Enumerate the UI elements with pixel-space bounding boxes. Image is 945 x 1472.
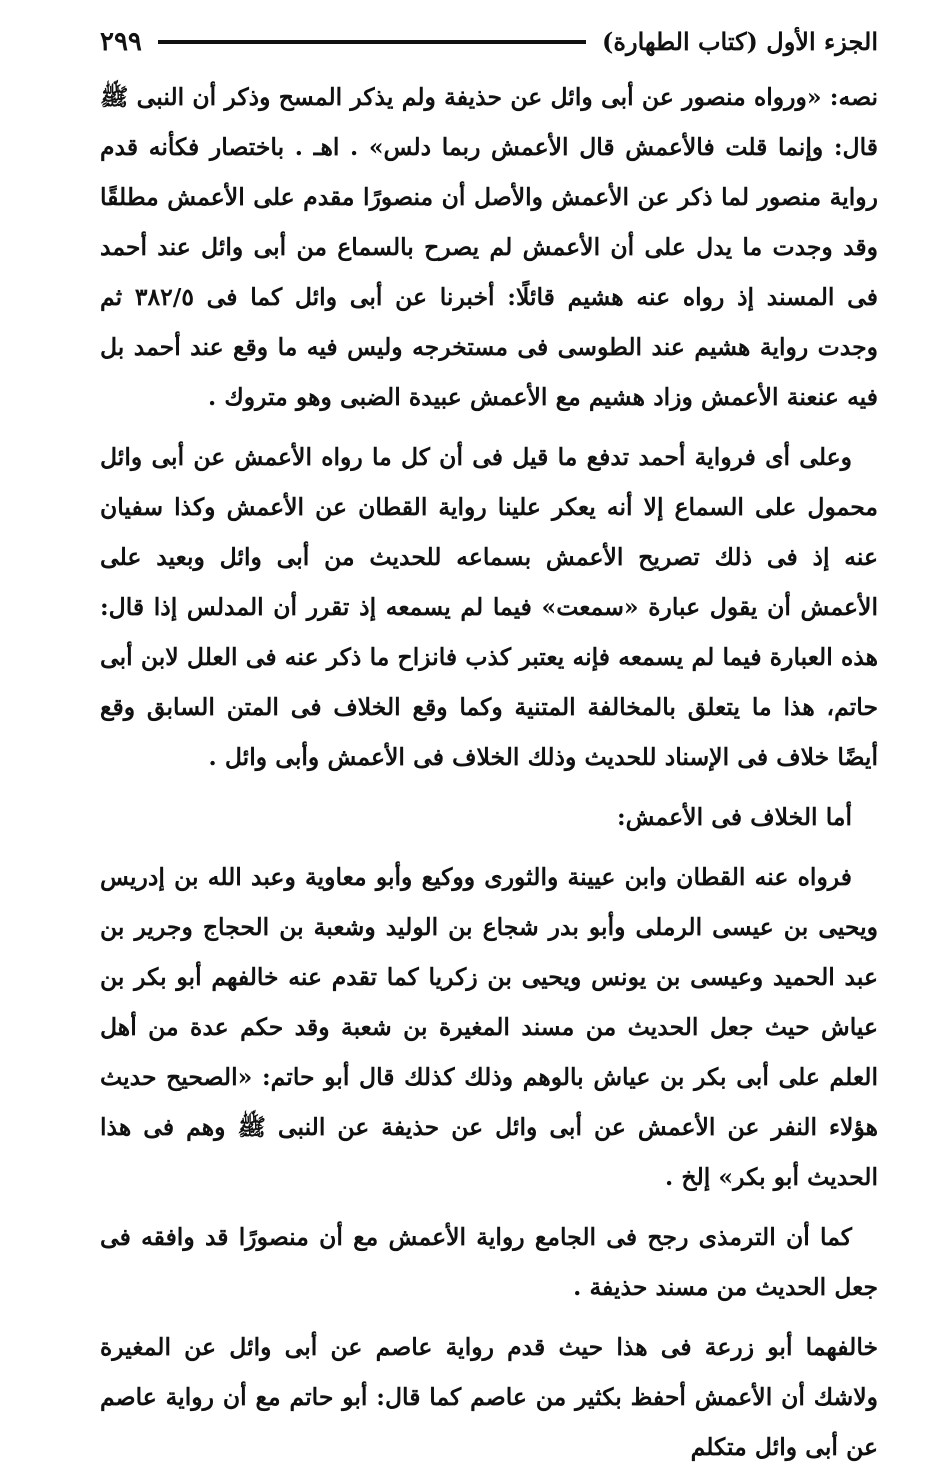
header-rule xyxy=(158,40,586,44)
paragraph: فرواه عنه القطان وابن عيينة والثورى ووكيع وأبو معاوية وعبد الله بن إدريس ويحيى بن عيسى الرملى وأبو بدر شجاع بن الوليد وشعبة بن الحجاج وجرير بن عبد الحميد وعيسى بن يونس ويحيى بن زكريا كما تقدم عنه خالفهم أبو بكر بن عياش حيث جعل الحديث من مسند المغيرة بن شعبة وقد حكم عدة من أهل العلم على أبى بكر بن عياش بالوهم وذلك كذلك قال أبو حاتم: «الصحيح حديث هؤلاء النفر عن الأعمش عن أبى وائل عن حذيفة عن النبى ﷺ وهم فى هذا الحديث أبو بكر» إلخ . xyxy=(100,863,878,1191)
body-text xyxy=(100,72,878,1472)
paragraph: وعلى أى فرواية أحمد تدفع ما قيل فى أن كل ما رواه الأعمش عن أبى وائل محمول على السماع إلا أنه يعكر علينا رواية القطان عن الأعمش وكذا سفيان عنه إذ فى ذلك تصريح الأعمش بسماعه للحديث من أبى وائل وبعيد على الأعمش أن يقول عبارة «سمعت» فيما لم يسمعه إذ تقرر أن المدلس إذا قال: هذه العبارة فيما لم يسمعه فإنه يعتبر كذب فانزاح ما ذكر عنه فى العلل لابن أبى حاتم، هذا ما يتعلق بالمخالفة المتنية وكما وقع الخلاف فى المتن السابق وقع أيضًا خلاف فى الإسناد للحديث وذلك الخلاف فى الأعمش وأبى وائل . xyxy=(100,443,878,771)
paragraph: كما أن الترمذى رجح فى الجامع رواية الأعمش مع أن منصورًا قد وافقه فى جعل الحديث من مسند حذيفة . xyxy=(100,1223,878,1301)
section-heading: أما الخلاف فى الأعمش: xyxy=(616,803,852,831)
paragraph: خالفهما أبو زرعة فى هذا حيث قدم رواية عاصم عن أبى وائل عن المغيرة ولاشك أن الأعمش أحفظ بكثير من عاصم كما قال: أبو حاتم مع أن رواية عاصم عن أبى وائل متكلم xyxy=(100,1333,878,1461)
paragraph: نصه: «ورواه منصور عن أبى وائل عن حذيفة ولم يذكر المسح وذكر أن النبى ﷺ قال: وإنما قلت فالأعمش قال الأعمش ربما دلس» . اهـ . باختصار فكأنه قدم رواية منصور لما ذكر عن الأعمش والأصل أن منصورًا مقدم على الأعمش مطلقًا وقد وجدت ما يدل على أن الأعمش لم يصرح بالسماع من أبى وائل عند أحمد فى المسند إذ رواه عنه هشيم قائلًا: أخبرنا عن أبى وائل كما فى ٣٨٢/٥ ثم وجدت رواية هشيم عند الطوسى فى مستخرجه وليس فيه ما وقع عند أحمد بل فيه عنعنة الأعمش وزاد هشيم مع الأعمش عبيدة الضبى وهو متروك . xyxy=(100,83,878,411)
page-number: ٢٩٩ xyxy=(100,27,142,57)
chapter-title: الجزء الأول (كتاب الطهارة) xyxy=(602,27,878,56)
running-header xyxy=(100,22,878,62)
